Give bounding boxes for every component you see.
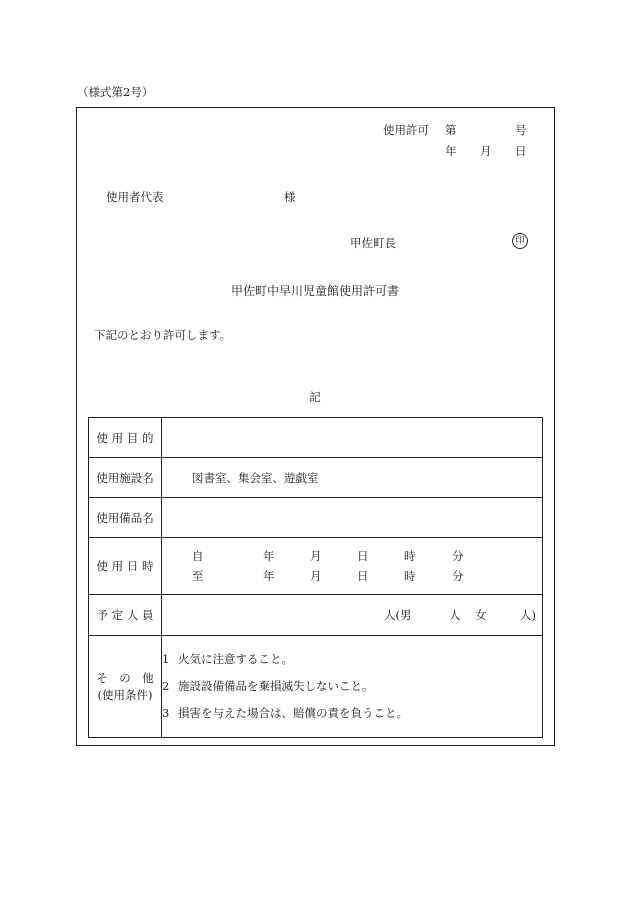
people-label: 予 定 人 員 — [89, 595, 162, 636]
date-day-label: 日 — [515, 144, 527, 158]
datetime-value — [162, 538, 543, 595]
from-month: 月 — [310, 549, 322, 563]
table-row — [89, 595, 543, 636]
table-row — [89, 418, 543, 458]
from-day: 日 — [357, 549, 369, 563]
to-year: 年 — [263, 569, 275, 583]
equipment-value — [162, 498, 543, 538]
datetime-from-line — [162, 546, 542, 566]
date-month-label: 月 — [480, 144, 492, 158]
conditions-list — [162, 636, 543, 738]
permit-label: 使用許可 — [383, 123, 429, 137]
permit-details-table — [88, 417, 543, 738]
to-month: 月 — [310, 569, 322, 583]
from-hour: 時 — [404, 549, 416, 563]
other-label — [89, 636, 162, 738]
purpose-value — [162, 418, 543, 458]
to-minute: 分 — [452, 569, 464, 583]
issuer-title: 甲佐町長 — [350, 236, 396, 250]
to-label: 至 — [192, 569, 204, 583]
datetime-label: 使 用 日 時 — [89, 538, 162, 595]
datetime-to-line — [162, 566, 542, 586]
list-item: 1 火気に注意すること。 — [162, 652, 293, 666]
to-hour: 時 — [404, 569, 416, 583]
table-row — [89, 498, 543, 538]
from-minute: 分 — [452, 549, 464, 563]
people-total-unit: 人(男 — [384, 608, 412, 622]
to-day: 日 — [357, 569, 369, 583]
addressee-honorific: 様 — [284, 190, 296, 204]
people-female-unit: 人) — [520, 608, 536, 622]
from-label: 自 — [192, 549, 204, 563]
intro-text: 下記のとおり許可します。 — [94, 328, 232, 342]
facility-label: 使用施設名 — [89, 458, 162, 498]
facility-value-cell — [162, 458, 543, 498]
table-row — [89, 636, 543, 738]
ki-heading: 記 — [309, 390, 321, 404]
other-label-line-1: そ の 他 — [96, 670, 154, 685]
permit-number-suffix: 号 — [515, 123, 527, 137]
other-label-line-2: (使用条件) — [97, 687, 153, 702]
date-year-label: 年 — [445, 144, 457, 158]
table-row — [89, 458, 543, 498]
equipment-label: 使用備品名 — [89, 498, 162, 538]
seal-mark: 印 — [512, 233, 528, 249]
list-item: 3 損害を与えた場合は、賠償の責を負うこと。 — [162, 706, 408, 720]
purpose-label: 使 用 目 的 — [89, 418, 162, 458]
form-number: （様式第2号） — [77, 85, 154, 99]
people-value — [162, 595, 543, 636]
facility-value: 図書室、集会室、遊戯室 — [192, 470, 319, 485]
people-female-label: 女 — [475, 608, 487, 622]
list-item: 2 施設設備備品を棄損滅失しないこと。 — [162, 679, 374, 693]
document-title: 甲佐町中早川児童館使用許可書 — [230, 284, 399, 298]
people-male-unit: 人 — [449, 608, 461, 622]
from-year: 年 — [263, 549, 275, 563]
permit-number-prefix: 第 — [445, 123, 457, 137]
table-row — [89, 538, 543, 595]
addressee-label: 使用者代表 — [106, 190, 164, 204]
